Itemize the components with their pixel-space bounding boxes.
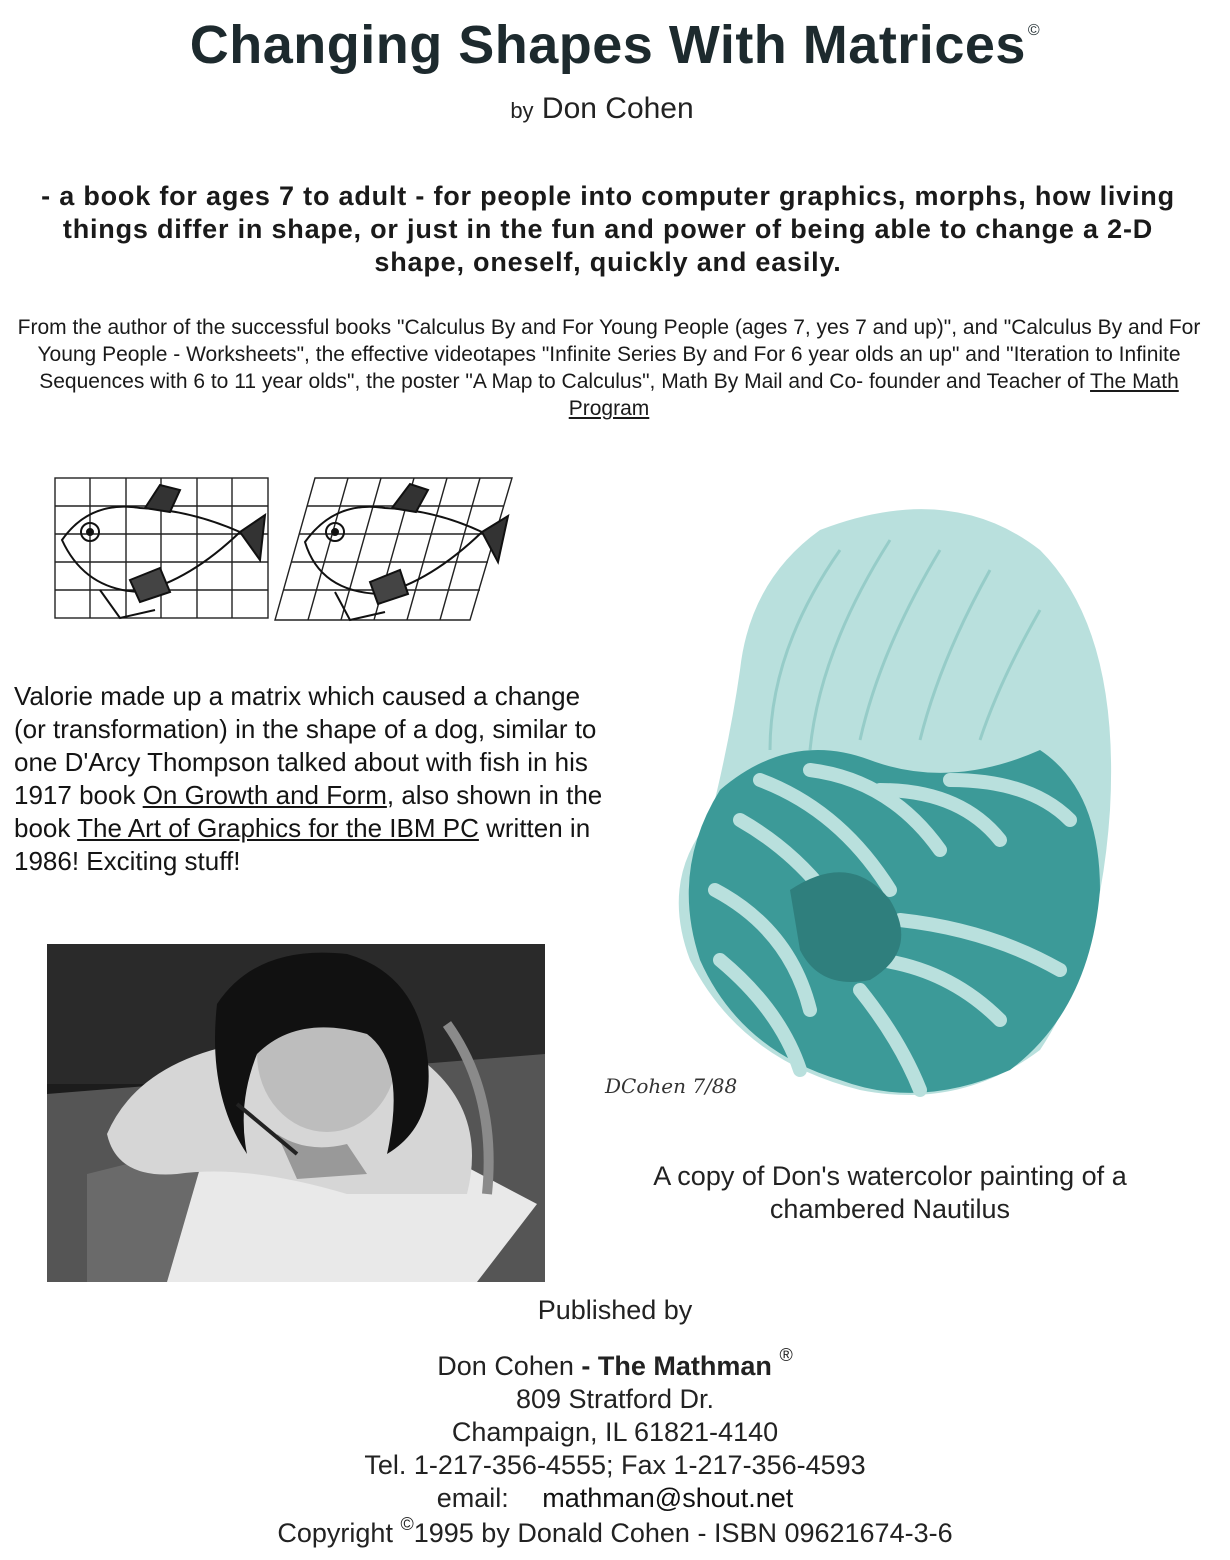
fish-transformation-figure (50, 470, 520, 630)
title-text: Changing Shapes With Matrices (189, 15, 1026, 75)
email-label: email: (436, 1483, 509, 1513)
fish-drawing-original (62, 485, 265, 618)
nautilus-painting (620, 490, 1140, 1110)
copyright-mark: © (400, 1514, 414, 1534)
publisher-phone: Tel. 1-217-356-4555; Fax 1-217-356-4593 (364, 1450, 866, 1480)
byline-author: Don Cohen (541, 92, 694, 125)
publisher-address-2: Champaign, IL 61821-4140 (451, 1417, 779, 1447)
book-art-of-graphics: The Art of Graphics for the IBM PC (77, 813, 479, 843)
publisher-name-line: Don Cohen - The Mathman ® (437, 1345, 793, 1381)
registered-mark: ® (779, 1345, 793, 1365)
email-link[interactable]: mathman@shout.net (542, 1483, 794, 1513)
intro-text: From the author of the successful books "Calculus By and For Young People (ages 7, yes 7 and up)", and "Calculus By and For Young People - Worksheets", the effective videotapes "Infinite Series By and For 6 year olds an up" and "Iteration to Infinite Sequences with 6 to 11 year olds", the poster "A Map to Calculus", Math By Mail and Co- founder and Teacher of (17, 316, 1201, 393)
valorie-text-2: , also shown in the book (14, 780, 603, 843)
math-program-link[interactable]: The Math Program (568, 370, 1179, 420)
nautilus-caption: A copy of Don's watercolor painting of a chambered Nautilus (653, 1161, 1127, 1224)
book-on-growth-and-form: On Growth and Form (142, 780, 387, 810)
publisher-block (0, 1294, 1230, 1515)
copyright-rest: 1995 by Donald Cohen - ISBN 09621674-3-6 (413, 1518, 953, 1548)
publisher-email-line (0, 1482, 1230, 1515)
valorie-text-1: Valorie made up a matrix which caused a change (or transformation) in the shape of a dog, similar to one D'Arcy Thompson talked about with fish in his 1917 book (14, 681, 597, 810)
published-by-heading: Published by (537, 1295, 693, 1325)
valorie-paragraph (14, 680, 604, 878)
artist-signature: DCohen 7/88 (605, 1074, 738, 1098)
copyright-line (0, 1514, 1230, 1549)
publisher-name: Don Cohen (437, 1351, 574, 1381)
byline-by: by (510, 98, 534, 123)
copyright-prefix: Copyright (277, 1518, 393, 1548)
tagline: - a book for ages 7 to adult - for people into computer graphics, morphs, how living things differ in shape, or just in the fun and power of being able to change a 2-D shape, oneself, quickly and easily. (41, 181, 1175, 277)
page-title (0, 14, 1230, 76)
intro-paragraph (14, 314, 1204, 422)
valorie-photo (47, 944, 545, 1282)
publisher-address-1: 809 Stratford Dr. (515, 1384, 715, 1414)
publisher-brand: The Mathman (597, 1351, 772, 1381)
byline (0, 92, 1204, 126)
title-copyright-mark: © (1027, 22, 1041, 39)
fish-drawing-skewed (305, 484, 508, 620)
valorie-text-3: written in 1986! Exciting stuff! (14, 813, 591, 876)
